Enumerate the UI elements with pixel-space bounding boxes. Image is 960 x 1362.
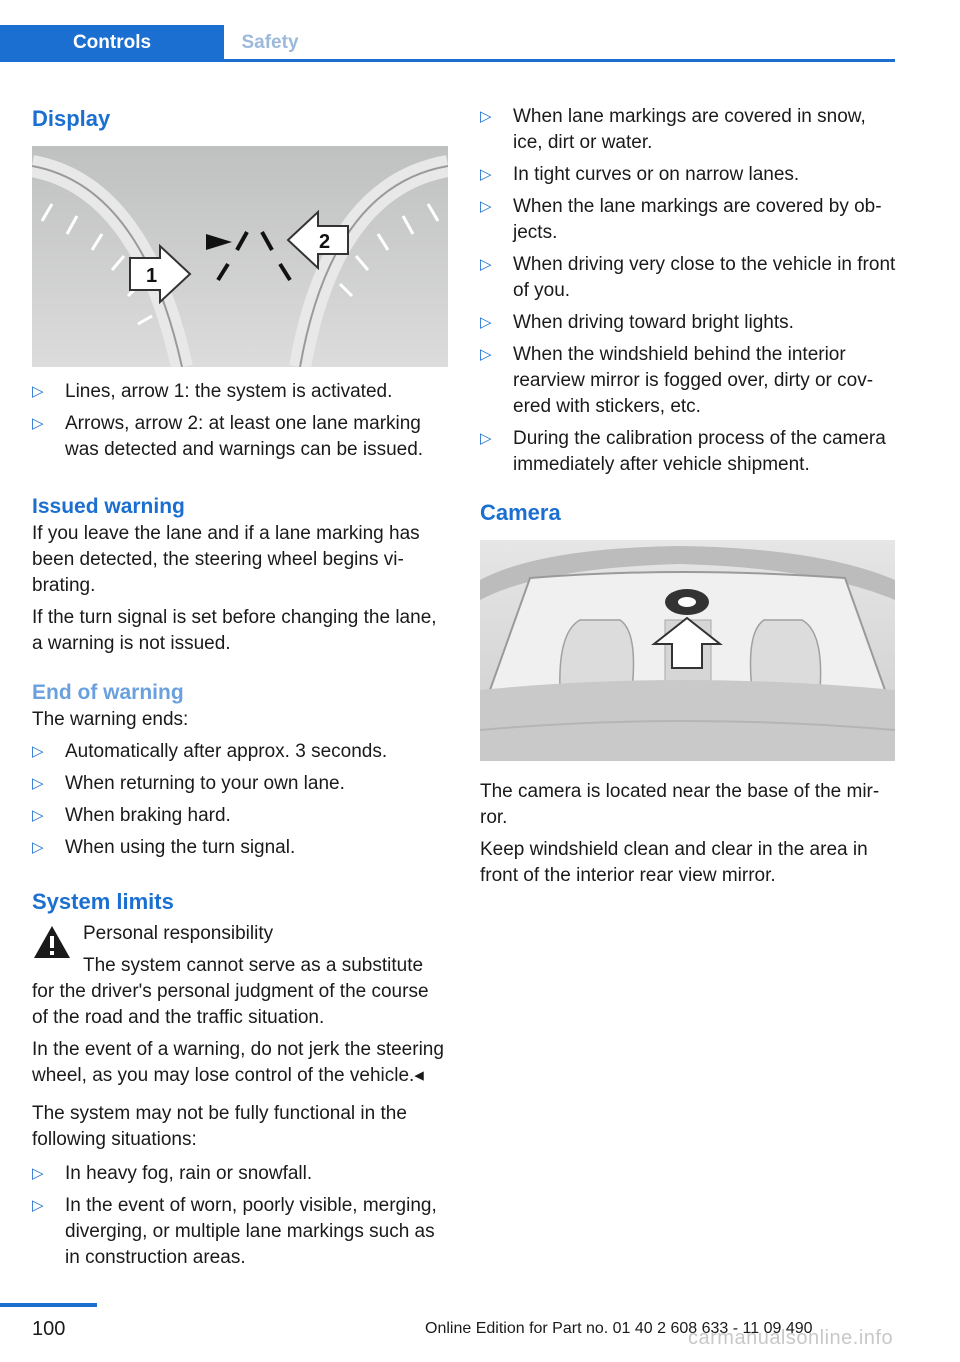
instrument-cluster-illustration [32, 146, 448, 367]
edition-info: Online Edition for Part no. 01 40 2 608 633 - 11 09 490 [425, 1320, 813, 1337]
end-of-warning-heading: End of warning [32, 681, 184, 704]
system-limits-heading: System limits [32, 889, 174, 914]
warning-title: Personal responsibility [83, 923, 274, 944]
bullet-triangle-icon: ▷ [480, 166, 492, 183]
car-interior-illustration [480, 540, 895, 761]
list-item: ▷ When braking hard. [32, 803, 448, 829]
issued-warning-text-2: If the turn signal is set before changing the lane, a warning is not issued. [32, 607, 437, 654]
list-item: ▷ When driving very close to the vehicle in front of you. [480, 254, 896, 301]
camera-text-2: Keep windshield clean and clear in the area in front of the interior rear view mirror. [480, 839, 868, 886]
bullet-triangle-icon: ▷ [480, 346, 492, 363]
camera-text-1: The camera is located near the base of the mir-ror. [480, 781, 880, 828]
system-limits-intro: The system may not be fully functional in the following situations: [32, 1103, 407, 1150]
bullet-triangle-icon: ▷ [480, 430, 492, 447]
bullet-triangle-icon: ▷ [480, 198, 492, 215]
list-item: ▷ When the lane markings are covered by ob-jects. [480, 196, 882, 243]
arrow-2-label: 2 [319, 231, 331, 253]
list-item: ▷ When returning to your own lane. [32, 771, 448, 797]
personal-responsibility-warning [32, 921, 448, 1089]
bullet-triangle-icon: ▷ [32, 839, 44, 856]
system-limits-list-left [32, 1161, 448, 1271]
arrow-1-label: 1 [146, 265, 158, 287]
list-item: ▷ During the calibration process of the camera immediately after vehicle shipment. [480, 428, 886, 475]
issued-warning-heading: Issued warning [32, 495, 185, 518]
page-number: 100 [32, 1318, 66, 1340]
bullet-triangle-icon: ▷ [32, 415, 44, 432]
left-column [32, 100, 448, 1271]
lane-display-figure [32, 146, 448, 367]
tab-controls[interactable]: Controls [0, 25, 224, 59]
end-of-warning-intro: The warning ends: [32, 709, 189, 730]
list-item: ▷ In tight curves or on narrow lanes. [480, 162, 898, 188]
display-heading: Display [32, 106, 111, 131]
list-item: ▷ In heavy fog, rain or snowfall. [32, 1161, 448, 1187]
bullet-triangle-icon: ▷ [32, 1197, 44, 1214]
end-of-warning-list [32, 739, 448, 861]
bullet-triangle-icon: ▷ [480, 314, 492, 331]
list-item: ▷ In the event of worn, poorly visible, merging, diverging, or multiple lane markings such as in construction areas. [32, 1195, 437, 1268]
bullet-triangle-icon: ▷ [32, 775, 44, 792]
warning-text-1: The system cannot serve as a substitute for the driver's personal judgment of the course of the road and the traffic situation. [32, 955, 429, 1028]
list-item: ▷ Arrows, arrow 2: at least one lane marking was detected and warnings can be issued. [32, 413, 424, 460]
list-item: ▷ Automatically after approx. 3 seconds. [32, 739, 448, 765]
list-item: ▷ When driving toward bright lights. [480, 310, 898, 336]
bullet-triangle-icon: ▷ [480, 108, 492, 125]
watermark: carmanualsonline.info [688, 1327, 894, 1349]
footer-accent-bar [0, 1303, 97, 1307]
tab-underline [0, 59, 895, 62]
warning-text-2: In the event of a warning, do not jerk the steering wheel, as you may lose control of the vehicle.◂ [32, 1039, 444, 1086]
display-bullet-list [32, 379, 448, 463]
list-item: ▷ When the windshield behind the interior rearview mirror is fogged over, dirty or cov-ered with stickers, etc. [480, 344, 874, 417]
section-tab-bar [0, 25, 895, 62]
bullet-triangle-icon: ▷ [32, 743, 44, 760]
camera-heading: Camera [480, 500, 561, 525]
list-item: ▷ When lane markings are covered in snow, ice, dirt or water. [480, 106, 866, 153]
bullet-triangle-icon: ▷ [480, 256, 492, 273]
bullet-triangle-icon: ▷ [32, 1165, 44, 1182]
bullet-triangle-icon: ▷ [32, 807, 44, 824]
warning-triangle-icon [32, 924, 72, 960]
list-item: ▷ When using the turn signal. [32, 835, 448, 861]
bullet-triangle-icon: ▷ [32, 383, 44, 400]
right-column [480, 100, 898, 889]
camera-location-figure [480, 540, 895, 761]
list-item: ▷ Lines, arrow 1: the system is activated. [32, 379, 448, 405]
tab-safety[interactable]: Safety [241, 32, 299, 53]
system-limits-list-right [480, 104, 898, 478]
issued-warning-text-1: If you leave the lane and if a lane marking has been detected, the steering wheel begins vi-brating. [32, 523, 420, 596]
